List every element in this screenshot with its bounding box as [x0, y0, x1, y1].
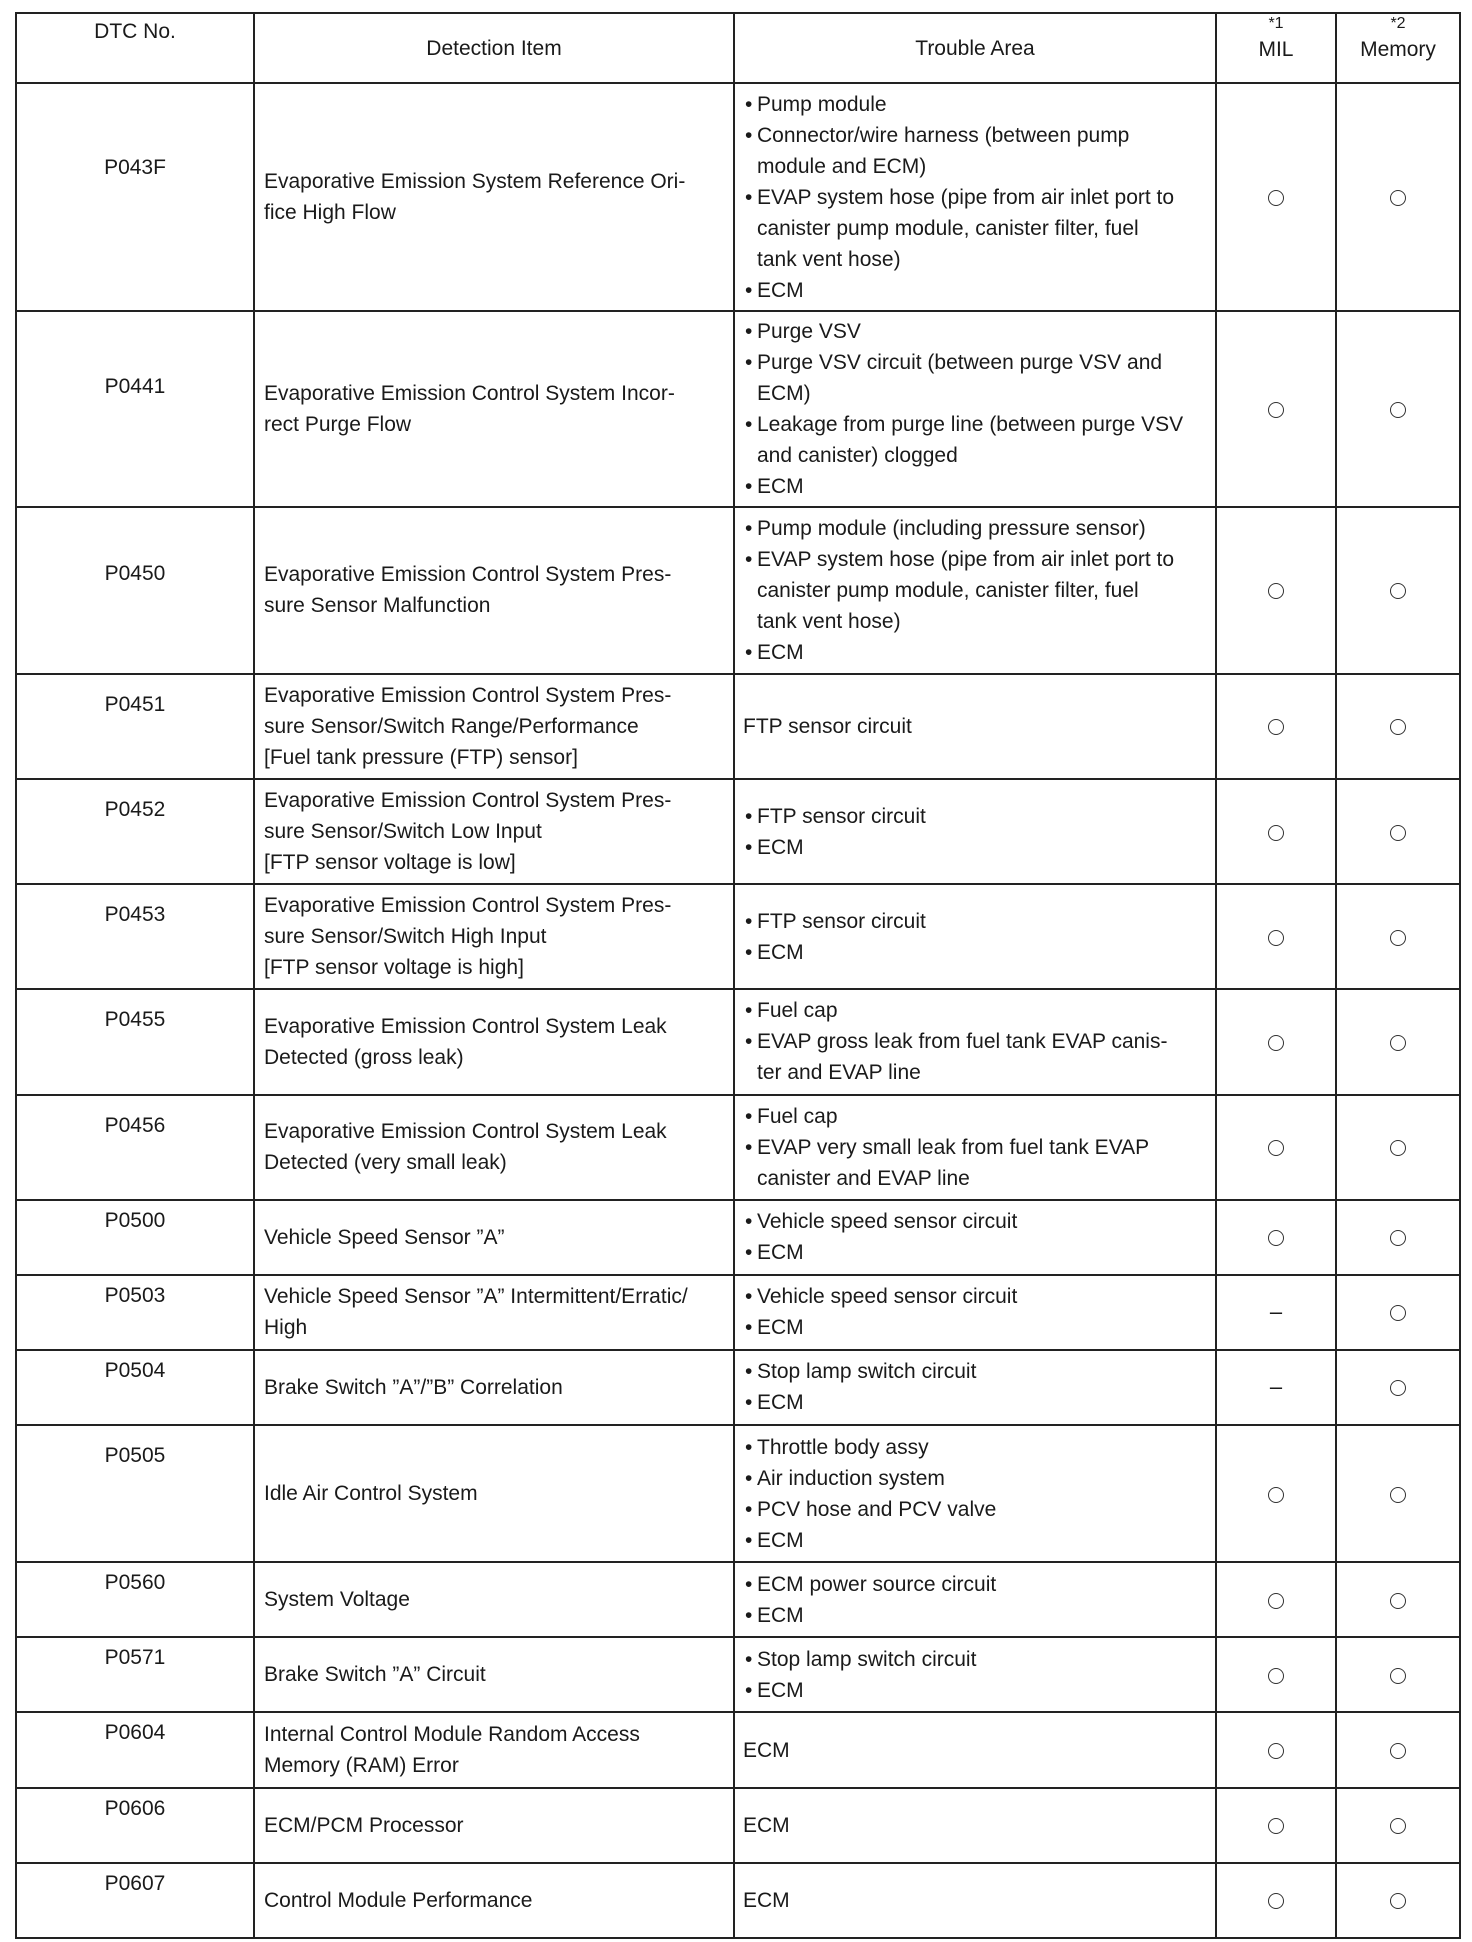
- detection-item-cell: [254, 1863, 734, 1938]
- dtc-code: P0504: [104, 1358, 166, 1382]
- mil-cell: [1216, 884, 1336, 989]
- trouble-area-cell: [734, 83, 1216, 311]
- dtc-code: P0452: [104, 798, 166, 822]
- detection-item-line: sure Sensor Malfunction: [264, 594, 491, 618]
- trouble-area-item: [743, 1387, 1205, 1418]
- table-row: [16, 1200, 1460, 1275]
- table-row: [16, 1425, 1460, 1562]
- trouble-area-item: [743, 1356, 1205, 1387]
- circle-mark-icon: [1268, 1893, 1284, 1909]
- detection-item-cell: [254, 779, 734, 884]
- trouble-area-item: [743, 182, 1205, 275]
- trouble-area-line: • ECM: [757, 640, 804, 664]
- trouble-area-cell: [734, 1562, 1216, 1637]
- detection-item-cell: [254, 1275, 734, 1350]
- table-row: [16, 674, 1460, 779]
- mil-cell: [1216, 507, 1336, 674]
- trouble-area-line: • ECM: [757, 940, 804, 964]
- trouble-area-line: • Stop lamp switch circuit: [757, 1647, 977, 1671]
- mil-cell: [1216, 674, 1336, 779]
- mil-cell: [1216, 1637, 1336, 1712]
- trouble-area-list: [743, 1569, 1205, 1631]
- memory-cell: [1336, 507, 1460, 674]
- trouble-area-line: ECM: [743, 1738, 790, 1762]
- table-row: [16, 1637, 1460, 1712]
- dtc-code-cell: [16, 1863, 254, 1938]
- detection-item-cell: [254, 507, 734, 674]
- memory-cell: [1336, 989, 1460, 1094]
- circle-mark-icon: [1268, 1140, 1284, 1156]
- dtc-code-cell: [16, 1788, 254, 1863]
- detection-item-line: rect Purge Flow: [264, 413, 412, 437]
- trouble-area-line: • ECM: [757, 1316, 804, 1340]
- trouble-area-item: [743, 637, 1205, 668]
- memory-cell: [1336, 1200, 1460, 1275]
- detection-item-line: Internal Control Module Random Access: [264, 1723, 640, 1747]
- circle-mark-icon: [1390, 1140, 1406, 1156]
- trouble-area-line: ECM: [743, 1813, 790, 1837]
- detection-item-line: Idle Air Control System: [264, 1482, 478, 1506]
- detection-item-line: Evaporative Emission Control System Incor-: [264, 382, 675, 406]
- circle-mark-icon: [1390, 1668, 1406, 1684]
- detection-item-line: sure Sensor/Switch Low Input: [264, 820, 542, 844]
- circle-mark-icon: [1390, 1305, 1406, 1321]
- header-mil-label: MIL: [1258, 38, 1294, 61]
- dtc-code-cell: [16, 1425, 254, 1562]
- trouble-area-line: • EVAP system hose (pipe from air inlet port to: [757, 185, 1175, 209]
- mil-cell: [1216, 989, 1336, 1094]
- detection-item-line: [FTP sensor voltage is low]: [264, 851, 516, 875]
- memory-cell: [1336, 1788, 1460, 1863]
- dtc-code: P0453: [104, 903, 166, 927]
- circle-mark-icon: [1390, 190, 1406, 206]
- trouble-area-item: [743, 471, 1205, 502]
- memory-cell: [1336, 311, 1460, 506]
- trouble-area-cell: [734, 1863, 1216, 1938]
- table-row: [16, 1788, 1460, 1863]
- trouble-area-list: [743, 1356, 1205, 1418]
- table-row: [16, 507, 1460, 674]
- trouble-area-list: [743, 513, 1205, 668]
- dtc-code-cell: [16, 507, 254, 674]
- detection-item-line: Detected (very small leak): [264, 1151, 507, 1175]
- trouble-area-line: • ECM: [757, 1678, 804, 1702]
- trouble-area-line: • Throttle body assy: [757, 1435, 929, 1459]
- detection-item-cell: [254, 1712, 734, 1787]
- trouble-area-line: • PCV hose and PCV valve: [757, 1497, 997, 1521]
- dtc-code: P0455: [104, 1008, 166, 1032]
- dtc-code-cell: [16, 1095, 254, 1200]
- circle-mark-icon: [1268, 1230, 1284, 1246]
- trouble-area-line: tank vent hose): [757, 609, 901, 633]
- trouble-area-item: [743, 906, 1205, 937]
- trouble-area-list: [743, 1101, 1205, 1194]
- mil-cell: [1216, 1863, 1336, 1938]
- detection-item-line: Evaporative Emission Control System Pres-: [264, 684, 672, 708]
- table-row: [16, 83, 1460, 311]
- dtc-code: P0500: [104, 1208, 166, 1232]
- mil-cell: [1216, 1275, 1336, 1350]
- trouble-area-list: [743, 316, 1205, 502]
- memory-cell: [1336, 884, 1460, 989]
- dtc-code-cell: [16, 311, 254, 506]
- trouble-area-list: [743, 801, 1205, 863]
- mil-cell: [1216, 1095, 1336, 1200]
- trouble-area-cell: [734, 507, 1216, 674]
- circle-mark-icon: [1390, 825, 1406, 841]
- dash-mark: –: [1269, 1299, 1283, 1325]
- dtc-code-cell: [16, 989, 254, 1094]
- memory-cell: [1336, 1095, 1460, 1200]
- circle-mark-icon: [1268, 1818, 1284, 1834]
- header-trouble-area: Trouble Area: [734, 13, 1216, 83]
- trouble-area-line: • Vehicle speed sensor circuit: [757, 1210, 1018, 1234]
- circle-mark-icon: [1390, 1380, 1406, 1396]
- trouble-area-line: • ECM: [757, 1241, 804, 1265]
- trouble-area-line: module and ECM): [757, 154, 927, 178]
- table-row: [16, 779, 1460, 884]
- header-mil: [1216, 13, 1336, 83]
- trouble-area-line: and canister) clogged: [757, 444, 958, 468]
- detection-item-line: System Voltage: [264, 1588, 410, 1612]
- trouble-area-line: • ECM: [757, 475, 804, 499]
- circle-mark-icon: [1390, 1818, 1406, 1834]
- footnote-mark-2: *2: [1390, 15, 1406, 32]
- dtc-code: P043F: [104, 156, 166, 179]
- detection-item-line: sure Sensor/Switch High Input: [264, 925, 547, 949]
- memory-cell: [1336, 1425, 1460, 1562]
- trouble-area-list: [743, 1206, 1205, 1268]
- detection-item-cell: [254, 674, 734, 779]
- detection-item-line: Evaporative Emission Control System Pres-: [264, 894, 672, 918]
- trouble-area-item: [743, 544, 1205, 637]
- trouble-area-line: ter and EVAP line: [757, 1061, 921, 1085]
- trouble-area-item: [743, 409, 1205, 471]
- trouble-area-line: canister pump module, canister filter, fuel: [757, 216, 1139, 240]
- circle-mark-icon: [1268, 1593, 1284, 1609]
- dtc-code: P0503: [104, 1283, 166, 1307]
- trouble-area-item: [743, 1432, 1205, 1463]
- dtc-code-cell: [16, 1350, 254, 1425]
- trouble-area-line: • Vehicle speed sensor circuit: [757, 1285, 1018, 1309]
- mil-cell: [1216, 1712, 1336, 1787]
- dtc-code: P0456: [104, 1113, 166, 1137]
- dtc-code-cell: [16, 1637, 254, 1712]
- trouble-area-item: [743, 832, 1205, 863]
- detection-item-cell: [254, 1095, 734, 1200]
- memory-cell: [1336, 674, 1460, 779]
- trouble-area-cell: [734, 1637, 1216, 1712]
- dtc-code: P0441: [104, 375, 166, 399]
- mil-cell: [1216, 779, 1336, 884]
- mil-cell: [1216, 1200, 1336, 1275]
- memory-cell: [1336, 1350, 1460, 1425]
- table-body: [16, 83, 1460, 1938]
- detection-item-line: sure Sensor/Switch Range/Performance: [264, 715, 639, 739]
- detection-item-cell: [254, 83, 734, 311]
- trouble-area-list: [743, 906, 1205, 968]
- trouble-area-item: [743, 513, 1205, 544]
- circle-mark-icon: [1390, 930, 1406, 946]
- mil-cell: [1216, 1425, 1336, 1562]
- trouble-area-item: [743, 1237, 1205, 1268]
- trouble-area-list: [743, 1432, 1205, 1556]
- trouble-area-item: [743, 1569, 1205, 1600]
- detection-item-cell: [254, 884, 734, 989]
- detection-item-line: Evaporative Emission Control System Pres-: [264, 789, 672, 813]
- trouble-area-line: tank vent hose): [757, 247, 901, 271]
- trouble-area-line: • ECM: [757, 835, 804, 859]
- mil-cell: [1216, 83, 1336, 311]
- trouble-area-item: [743, 275, 1205, 306]
- detection-item-line: fice High Flow: [264, 201, 396, 225]
- dtc-code-cell: [16, 1200, 254, 1275]
- memory-cell: [1336, 1562, 1460, 1637]
- trouble-area-item: [743, 1312, 1205, 1343]
- table-row: [16, 1863, 1460, 1938]
- trouble-area-cell: [734, 1350, 1216, 1425]
- circle-mark-icon: [1390, 1893, 1406, 1909]
- trouble-area-item: [743, 1644, 1205, 1675]
- detection-item-line: Evaporative Emission Control System Leak: [264, 1014, 667, 1038]
- header-memory: [1336, 13, 1460, 83]
- detection-item-line: Memory (RAM) Error: [264, 1754, 459, 1778]
- trouble-area-item: [743, 1463, 1205, 1494]
- detection-item-cell: [254, 989, 734, 1094]
- dtc-code-cell: [16, 1275, 254, 1350]
- trouble-area-item: [743, 1026, 1205, 1088]
- trouble-area-line: • Connector/wire harness (between pump: [757, 123, 1130, 147]
- mil-cell: [1216, 1788, 1336, 1863]
- trouble-area-item: [743, 1132, 1205, 1194]
- trouble-area-item: [743, 1675, 1205, 1706]
- dtc-code-cell: [16, 779, 254, 884]
- trouble-area-cell: [734, 1425, 1216, 1562]
- table-row: [16, 884, 1460, 989]
- header-dtc-no: DTC No.: [16, 13, 254, 83]
- memory-cell: [1336, 1863, 1460, 1938]
- trouble-area-line: • Leakage from purge line (between purge VSV: [757, 413, 1184, 437]
- detection-item-line: Evaporative Emission Control System Pres-: [264, 563, 672, 587]
- dtc-code-cell: [16, 83, 254, 311]
- circle-mark-icon: [1268, 825, 1284, 841]
- trouble-area-item: [743, 1600, 1205, 1631]
- memory-cell: [1336, 83, 1460, 311]
- dtc-code: P0607: [104, 1871, 166, 1895]
- trouble-area-cell: [734, 1712, 1216, 1787]
- circle-mark-icon: [1268, 583, 1284, 599]
- trouble-area-line: • EVAP gross leak from fuel tank EVAP canis-: [757, 1030, 1168, 1054]
- memory-cell: [1336, 779, 1460, 884]
- dtc-code: P0505: [104, 1444, 166, 1468]
- trouble-area-item: [743, 89, 1205, 120]
- trouble-area-line: • Stop lamp switch circuit: [757, 1360, 977, 1384]
- trouble-area-line: • ECM: [757, 1391, 804, 1415]
- memory-cell: [1336, 1275, 1460, 1350]
- dtc-code: P0604: [104, 1721, 166, 1745]
- trouble-area-item: [743, 1101, 1205, 1132]
- trouble-area-line: FTP sensor circuit: [743, 715, 912, 739]
- trouble-area-item: [743, 995, 1205, 1026]
- dash-mark: –: [1269, 1374, 1283, 1400]
- trouble-area-cell: [734, 674, 1216, 779]
- circle-mark-icon: [1268, 1035, 1284, 1051]
- dtc-code-cell: [16, 1562, 254, 1637]
- detection-item-cell: [254, 1350, 734, 1425]
- trouble-area-cell: [734, 779, 1216, 884]
- trouble-area-item: [743, 801, 1205, 832]
- trouble-area-item: [743, 1281, 1205, 1312]
- detection-item-line: ECM/PCM Processor: [264, 1813, 464, 1837]
- trouble-area-line: canister and EVAP line: [757, 1166, 970, 1190]
- dtc-code: P0606: [104, 1796, 166, 1820]
- mil-cell: [1216, 1350, 1336, 1425]
- circle-mark-icon: [1390, 719, 1406, 735]
- table-row: [16, 1562, 1460, 1637]
- dtc-code-cell: [16, 1712, 254, 1787]
- dtc-code: P0571: [104, 1646, 166, 1670]
- trouble-area-line: • FTP sensor circuit: [757, 909, 926, 933]
- trouble-area-line: • Fuel cap: [757, 999, 838, 1023]
- trouble-area-line: • Pump module (including pressure sensor): [757, 516, 1146, 540]
- circle-mark-icon: [1268, 190, 1284, 206]
- trouble-area-cell: [734, 1095, 1216, 1200]
- trouble-area-line: ECM): [757, 382, 811, 406]
- memory-cell: [1336, 1637, 1460, 1712]
- trouble-area-item: [743, 347, 1205, 409]
- detection-item-line: High: [264, 1316, 308, 1340]
- detection-item-cell: [254, 311, 734, 506]
- detection-item-cell: [254, 1637, 734, 1712]
- detection-item-line: Evaporative Emission System Reference Ori-: [264, 170, 686, 194]
- trouble-area-cell: [734, 1275, 1216, 1350]
- detection-item-line: Evaporative Emission Control System Leak: [264, 1120, 667, 1144]
- trouble-area-list: [743, 1281, 1205, 1343]
- detection-item-line: Vehicle Speed Sensor ”A”: [264, 1225, 505, 1249]
- trouble-area-item: [743, 1525, 1205, 1556]
- trouble-area-line: • Purge VSV: [757, 320, 861, 344]
- table-row: [16, 1095, 1460, 1200]
- trouble-area-line: • ECM: [757, 278, 804, 302]
- detection-item-line: [Fuel tank pressure (FTP) sensor]: [264, 746, 578, 770]
- mil-cell: [1216, 1562, 1336, 1637]
- trouble-area-line: • ECM: [757, 1528, 804, 1552]
- trouble-area-list: [743, 89, 1205, 306]
- circle-mark-icon: [1390, 402, 1406, 418]
- trouble-area-item: [743, 937, 1205, 968]
- dtc-code-cell: [16, 674, 254, 779]
- memory-cell: [1336, 1712, 1460, 1787]
- footnote-mark-1: *1: [1268, 15, 1284, 32]
- trouble-area-item: [743, 120, 1205, 182]
- circle-mark-icon: [1390, 1035, 1406, 1051]
- dtc-code: P0450: [104, 561, 166, 585]
- table-row: [16, 311, 1460, 506]
- trouble-area-list: [743, 1644, 1205, 1706]
- detection-item-cell: [254, 1425, 734, 1562]
- trouble-area-cell: [734, 311, 1216, 506]
- trouble-area-line: ECM: [743, 1888, 790, 1912]
- trouble-area-line: • ECM power source circuit: [757, 1572, 997, 1596]
- trouble-area-cell: [734, 989, 1216, 1094]
- circle-mark-icon: [1268, 1487, 1284, 1503]
- detection-item-cell: [254, 1788, 734, 1863]
- detection-item-line: Brake Switch ”A”/”B” Correlation: [264, 1375, 563, 1399]
- circle-mark-icon: [1390, 1230, 1406, 1246]
- dtc-code: P0560: [104, 1571, 166, 1595]
- circle-mark-icon: [1390, 583, 1406, 599]
- dtc-code-cell: [16, 884, 254, 989]
- circle-mark-icon: [1268, 719, 1284, 735]
- table-row: [16, 1712, 1460, 1787]
- trouble-area-line: • ECM: [757, 1603, 804, 1627]
- circle-mark-icon: [1268, 1668, 1284, 1684]
- detection-item-line: Brake Switch ”A” Circuit: [264, 1663, 486, 1687]
- table-header-row: [16, 13, 1460, 83]
- detection-item-line: Vehicle Speed Sensor ”A” Intermittent/Erratic/: [264, 1285, 688, 1309]
- mil-cell: [1216, 311, 1336, 506]
- trouble-area-line: • Fuel cap: [757, 1104, 838, 1128]
- table-row: [16, 989, 1460, 1094]
- trouble-area-line: • EVAP system hose (pipe from air inlet port to: [757, 547, 1175, 571]
- detection-item-cell: [254, 1200, 734, 1275]
- detection-item-line: [FTP sensor voltage is high]: [264, 956, 524, 980]
- circle-mark-icon: [1390, 1487, 1406, 1503]
- dtc-code: P0451: [104, 692, 166, 716]
- dtc-table: [15, 12, 1461, 1939]
- trouble-area-line: • Purge VSV circuit (between purge VSV and: [757, 351, 1163, 375]
- trouble-area-item: [743, 1206, 1205, 1237]
- trouble-area-line: • Air induction system: [757, 1466, 945, 1490]
- trouble-area-line: canister pump module, canister filter, fuel: [757, 578, 1139, 602]
- detection-item-line: Detected (gross leak): [264, 1045, 464, 1069]
- header-detection-item: Detection Item: [254, 13, 734, 83]
- circle-mark-icon: [1268, 402, 1284, 418]
- trouble-area-line: • FTP sensor circuit: [757, 804, 926, 828]
- detection-item-cell: [254, 1562, 734, 1637]
- detection-item-line: Control Module Performance: [264, 1888, 533, 1912]
- trouble-area-item: [743, 316, 1205, 347]
- trouble-area-line: • EVAP very small leak from fuel tank EVAP: [757, 1135, 1150, 1159]
- header-memory-label: Memory: [1360, 38, 1436, 61]
- trouble-area-cell: [734, 1200, 1216, 1275]
- trouble-area-list: [743, 995, 1205, 1088]
- table-row: [16, 1350, 1460, 1425]
- trouble-area-item: [743, 1494, 1205, 1525]
- trouble-area-cell: [734, 1788, 1216, 1863]
- circle-mark-icon: [1390, 1743, 1406, 1759]
- circle-mark-icon: [1390, 1593, 1406, 1609]
- trouble-area-cell: [734, 884, 1216, 989]
- circle-mark-icon: [1268, 1743, 1284, 1759]
- table-row: [16, 1275, 1460, 1350]
- trouble-area-line: • Pump module: [757, 92, 887, 116]
- circle-mark-icon: [1268, 930, 1284, 946]
